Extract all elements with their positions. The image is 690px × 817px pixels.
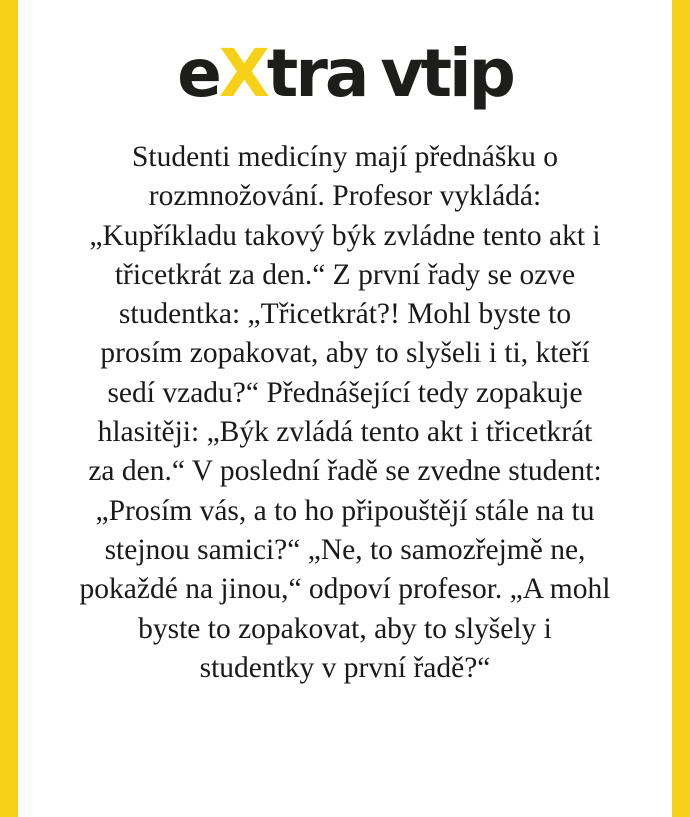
logo-word-tra: tra: [266, 35, 367, 112]
joke-line: sedí vzadu?“ Přednášející tedy zopakuje: [107, 376, 583, 409]
joke-line: prosím zopakovat, aby to slyšeli i ti, kteří: [100, 337, 590, 370]
joke-line: „Kupříkladu takový býk zvládne tento akt i: [89, 219, 601, 252]
joke-line: třicetkrát za den.“ Z první řady se ozve: [114, 258, 576, 291]
joke-line: hlasitěji: „Býk zvládá tento akt i třicetkrát: [97, 416, 593, 449]
joke-line: studentka: „Třicetkrát?! Mohl byste to: [118, 298, 572, 331]
joke-line: byste to zopakovat, aby to slyšely i: [138, 612, 552, 645]
joke-line: stejnou samici?“ „Ne, to samozřejmě ne,: [104, 533, 586, 566]
joke-line: pokaždé na jinou,“ odpoví profesor. „A mohl: [79, 573, 611, 606]
joke-line: Studenti medicíny mají přednášku o: [131, 141, 559, 173]
joke-text: [32, 138, 658, 688]
joke-card: [18, 0, 672, 817]
extra-vtip-logo: [18, 34, 672, 114]
joke-line: studentky v první řadě?“: [199, 651, 491, 684]
logo-letter-e: e: [177, 35, 219, 112]
joke-line: za den.“ V poslední řadě se zvedne student:: [88, 455, 602, 488]
logo-letter-x: X: [218, 35, 267, 112]
joke-line: „Prosím vás, a to ho připouštějí stále na tu: [95, 494, 595, 527]
joke-line: rozmnožování. Profesor vykládá:: [148, 180, 542, 213]
logo-word-vtip: vtip: [380, 35, 513, 112]
